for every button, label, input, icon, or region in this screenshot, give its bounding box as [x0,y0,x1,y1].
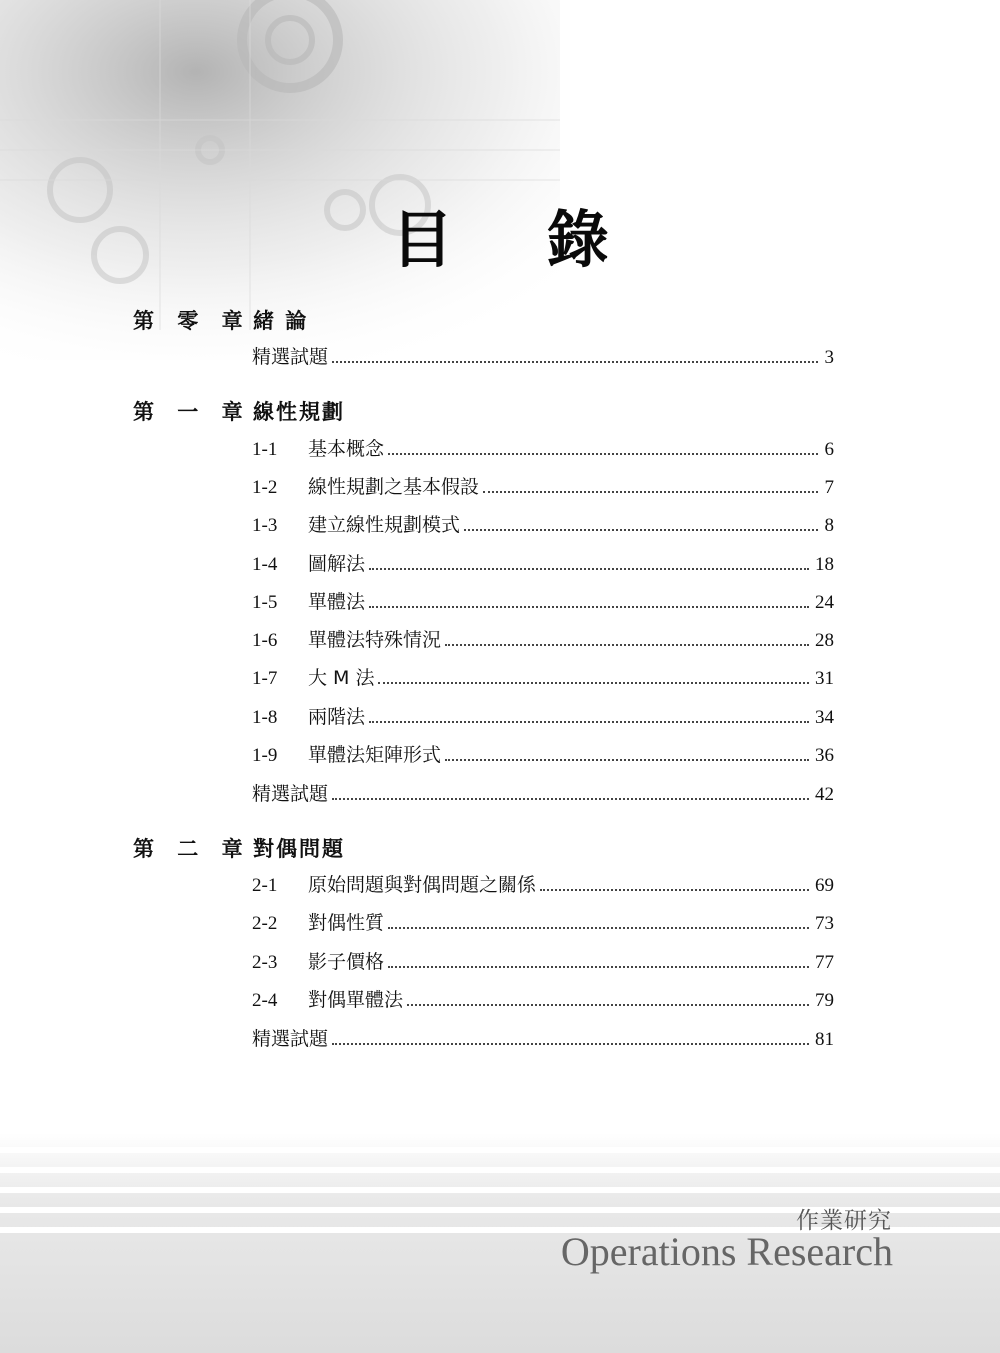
section-number: 2-2 [252,913,278,934]
toc-entry[interactable] [252,985,834,1015]
entry-text: 圖解法 [308,553,366,575]
section-number: 1-9 [252,745,278,766]
chapter-title: 緒 論 [253,309,309,333]
toc-entry[interactable] [252,549,834,579]
page-number: 28 [815,630,834,651]
entry-text: 單體法特殊情況 [308,629,442,651]
dot-leader [464,528,818,531]
book-title-english: Operations Research [560,1229,893,1274]
page-number: 34 [815,707,834,728]
entry-text: 單體法 [308,591,366,613]
dot-leader [388,926,809,929]
toc-entry[interactable] [252,740,834,770]
page-number: 79 [815,990,834,1011]
page-number: 8 [824,515,834,536]
section-number: 1-8 [252,707,278,728]
section-number: 1-1 [252,439,278,460]
section-number: 2-4 [252,990,278,1011]
page-number: 69 [815,875,834,896]
page-number: 73 [815,913,834,934]
section-number: 2-3 [252,952,278,973]
entry-text: 對偶單體法 [308,989,404,1011]
toc-entry[interactable] [252,587,834,617]
chapter-label: 第 一 章 [133,400,251,424]
dot-leader [332,360,818,363]
section-number: 1-2 [252,477,278,498]
toc-entry[interactable] [252,434,834,464]
entry-text: 線性規劃之基本假設 [308,476,480,498]
toc-entry[interactable] [252,342,834,372]
dot-leader [445,643,809,646]
toc-entry[interactable] [252,510,834,540]
entry-text: 建立線性規劃模式 [308,514,461,536]
entry-text: 大 M 法 [308,667,375,689]
page-number: 7 [824,477,834,498]
page-number: 24 [815,592,834,613]
toc-entry[interactable] [252,625,834,655]
entry-text: 兩階法 [308,706,366,728]
page-number: 77 [815,952,834,973]
chapter-label: 第 零 章 [133,309,251,333]
section-number: 2-1 [252,875,278,896]
dot-leader [445,758,809,761]
stripe-divider [0,1167,1000,1173]
dot-leader [388,452,818,455]
section-number: 1-3 [252,515,278,536]
chapter-title: 對偶問題 [253,837,345,861]
dot-leader [332,1042,809,1045]
dot-leader [332,797,809,800]
dot-leader [407,1003,809,1006]
toc-entry[interactable] [252,779,834,809]
page-title: 目 錄 [391,203,645,276]
entry-text: 單體法矩陣形式 [308,744,442,766]
entry-text: 基本概念 [308,438,385,460]
toc-entry[interactable] [252,472,834,502]
toc-entry[interactable] [252,663,834,693]
dot-leader [369,720,809,723]
page-number: 6 [824,439,834,460]
section-number: 1-4 [252,554,278,575]
chapter-0-heading [133,305,833,339]
stripe-divider [0,1147,1000,1153]
entry-text: 對偶性質 [308,912,385,934]
toc-entry[interactable] [252,870,834,900]
section-number: 1-7 [252,668,278,689]
page-number: 36 [815,745,834,766]
page-number: 18 [815,554,834,575]
stripe-divider [0,1187,1000,1193]
page-number: 31 [815,668,834,689]
chapter-label: 第 二 章 [133,837,251,861]
dot-leader [483,490,818,493]
page-number: 42 [815,784,834,805]
entry-text: 精選試題 [252,783,329,805]
dot-leader [369,605,809,608]
dot-leader [388,965,809,968]
section-number: 1-5 [252,592,278,613]
entry-text: 原始問題與對偶問題之關係 [308,874,537,896]
book-title-chinese: 作業研究 [796,1208,892,1234]
page-number: 3 [824,347,834,368]
chapter-1-heading [133,396,833,430]
toc-entry[interactable] [252,702,834,732]
dot-leader [369,567,809,570]
entry-text: 精選試題 [252,346,329,368]
dot-leader [540,888,809,891]
page-number: 81 [815,1029,834,1050]
toc-entry[interactable] [252,908,834,938]
entry-text: 精選試題 [252,1028,329,1050]
entry-text: 影子價格 [308,951,385,973]
dot-leader [378,681,809,684]
section-number: 1-6 [252,630,278,651]
chapter-2-heading [133,833,833,867]
toc-entry[interactable] [252,1024,834,1054]
toc-entry[interactable] [252,947,834,977]
chapter-title: 線性規劃 [253,400,345,424]
